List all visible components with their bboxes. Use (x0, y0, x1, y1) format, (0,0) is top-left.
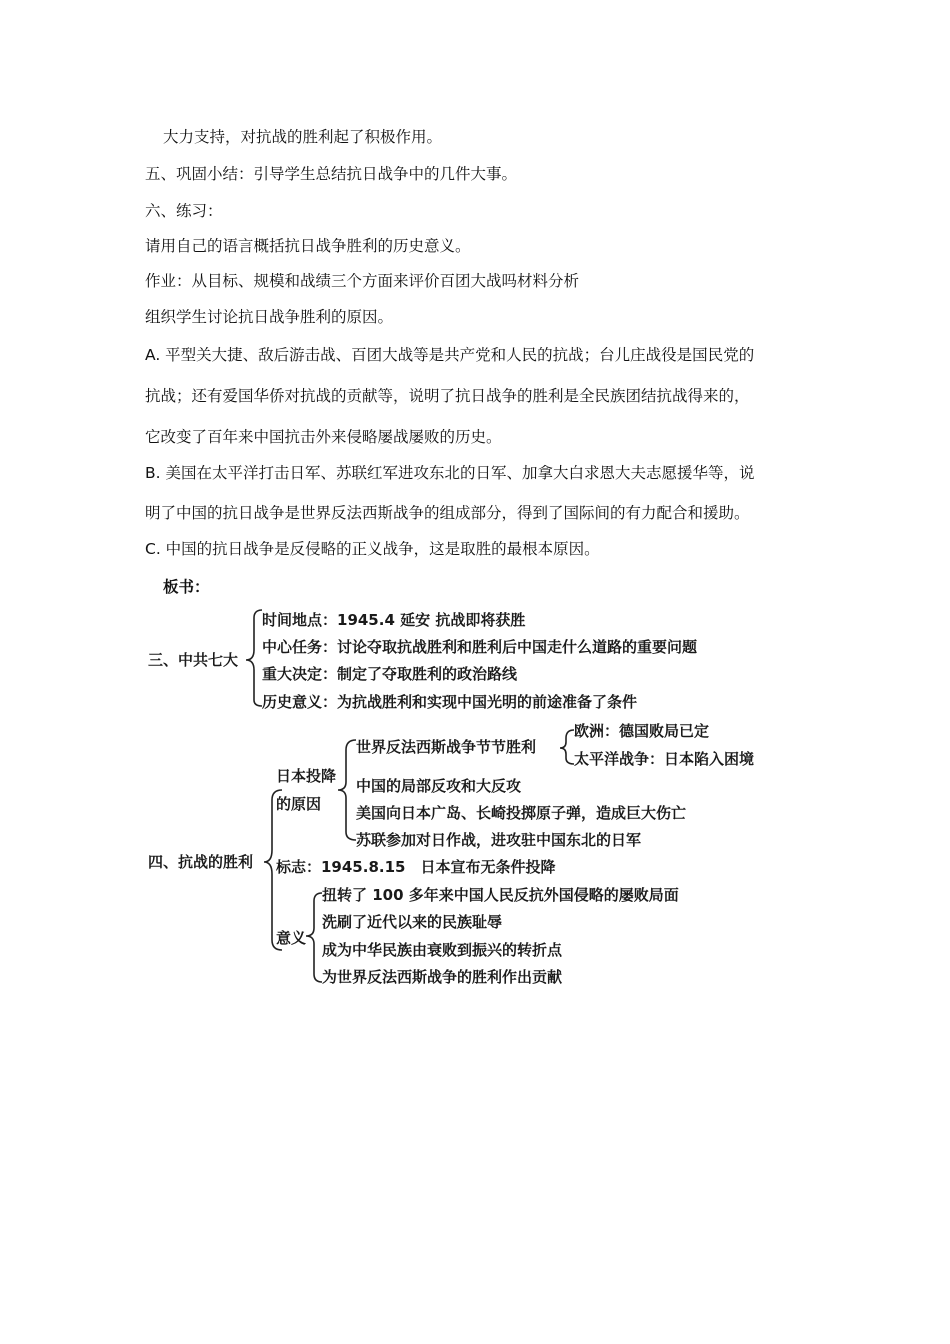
section-six-heading: 六、练习： (145, 202, 223, 220)
meaning-item: 成为中华民族由衰败到振兴的转折点 (322, 941, 563, 959)
section4-label: 四、抗战的胜利 (148, 853, 254, 871)
board-title: 板书： (163, 578, 210, 596)
meaning-item: 扭转了 100 多年来中国人民反抗外国侵略的屡败局面 (322, 886, 679, 904)
exercise-question: 请用自己的语言概括抗日战争胜利的历史意义。 (145, 237, 471, 255)
answer-a-line-3: 它改变了百年来中国抗击外来侵略屡战屡败的历史。 (145, 428, 502, 446)
section3-item: 重大决定：制定了夺取胜利的政治路线 (262, 665, 518, 683)
answer-a-line-2: 抗战；还有爱国华侨对抗战的贡献等，说明了抗日战争的胜利是全民族团结抗战得来的， (145, 387, 750, 405)
cause-label-line2: 的原因 (276, 795, 322, 813)
meaning-brace (306, 893, 322, 982)
section3-brace (246, 610, 262, 706)
meaning-label: 意义 (276, 929, 307, 947)
cause-item: 苏联参加对日作战，进攻驻中国东北的日军 (356, 831, 642, 849)
section3-item: 时间地点：1945.4 延安 抗战即将获胜 (262, 611, 526, 629)
answer-b-line-1: B. 美国在太平洋打击日军、苏联红军进攻东北的日军、加拿大白求恩大夫志愿援华等，说 (145, 464, 755, 482)
pacific-note: 太平洋战争：日本陷入困境 (574, 750, 755, 768)
meaning-item: 为世界反法西斯战争的胜利作出贡献 (322, 968, 563, 986)
cause-brace (338, 740, 356, 840)
discussion-line: 组织学生讨论抗日战争胜利的原因。 (145, 308, 394, 326)
meaning-item: 洗刷了近代以来的民族耻辱 (322, 913, 503, 931)
cause-item: 中国的局部反攻和大反攻 (356, 777, 522, 795)
world-war-brace (560, 730, 574, 764)
europe-note: 欧洲：德国败局已定 (574, 722, 710, 740)
answer-b-line-2: 明了中国的抗日战争是世界反法西斯战争的组成部分，得到了国际间的有力配合和援助。 (145, 504, 750, 522)
cause-label-line1: 日本投降 (276, 767, 337, 785)
section3-label: 三、中共七大 (148, 651, 239, 669)
homework-line: 作业：从目标、规模和战绩三个方面来评价百团大战吗材料分析 (145, 272, 580, 290)
cause-item: 美国向日本广岛、长崎投掷原子弹，造成巨大伤亡 (356, 804, 687, 822)
world-war-victory: 世界反法西斯战争节节胜利 (356, 738, 537, 756)
paragraph-continuation: 大力支持，对抗战的胜利起了积极作用。 (163, 128, 443, 146)
section3-item: 历史意义：为抗战胜利和实现中国光明的前途准备了条件 (262, 693, 638, 711)
answer-a-line-1: A. 平型关大捷、敌后游击战、百团大战等是共产党和人民的抗战；台儿庄战役是国民党的 (145, 346, 755, 364)
section-five-summary: 五、巩固小结：引导学生总结抗日战争中的几件大事。 (145, 165, 518, 183)
victory-symbol: 标志：1945.8.15 日本宣布无条件投降 (276, 858, 556, 876)
answer-c-line: C. 中国的抗日战争是反侵略的正义战争，这是取胜的最根本原因。 (145, 540, 600, 558)
section3-item: 中心任务：讨论夺取抗战胜利和胜利后中国走什么道路的重要问题 (262, 638, 698, 656)
